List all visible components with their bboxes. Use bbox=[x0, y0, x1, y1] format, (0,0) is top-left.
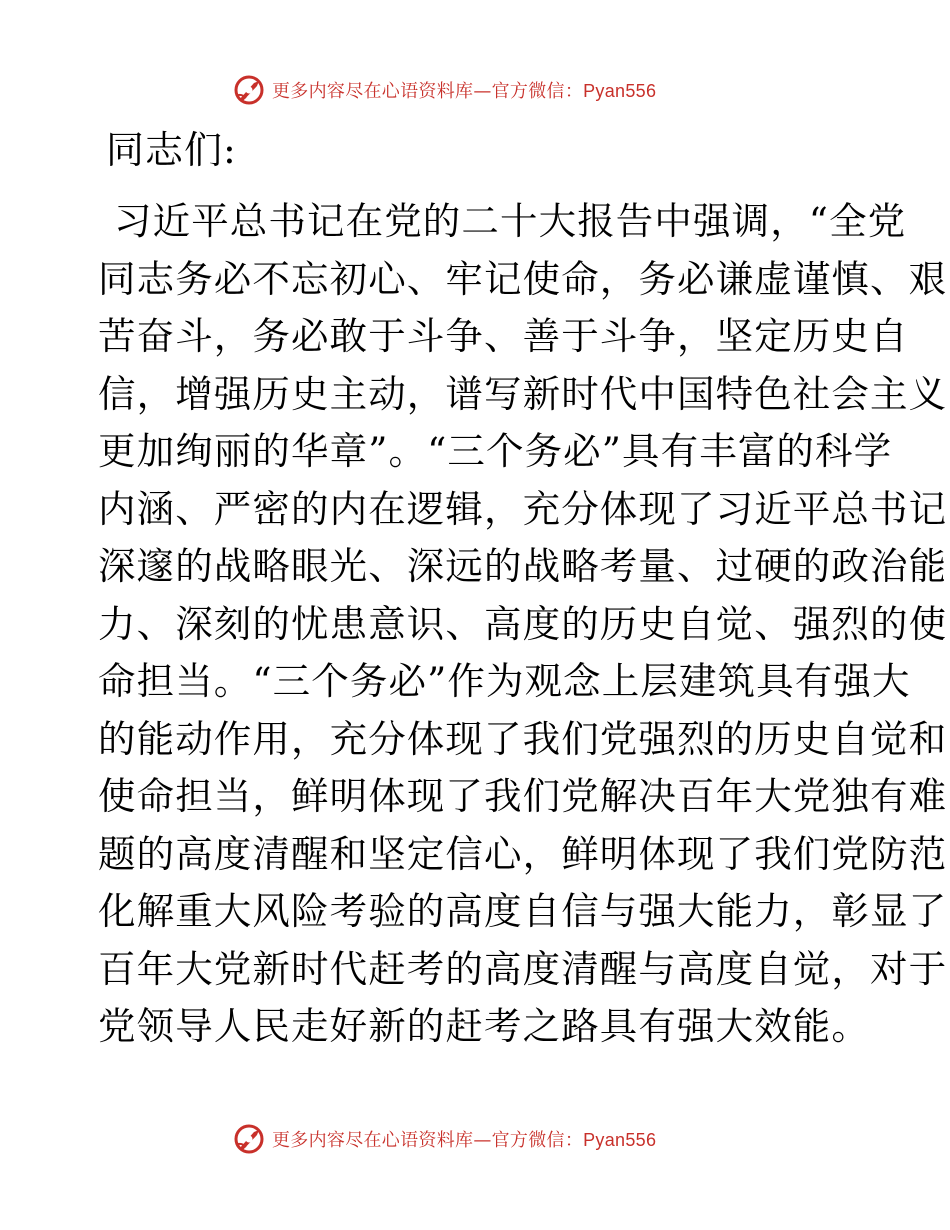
paragraph-line: 深邃的战略眼光、深远的战略考量、过硬的政治能 bbox=[98, 544, 948, 588]
paragraph-line: 苦奋斗，务必敢于斗争、善于斗争，坚定历史自 bbox=[98, 314, 909, 358]
salutation: 同志们: bbox=[106, 128, 237, 172]
banner-site-name: 更多内容尽在心语资料库 bbox=[272, 81, 474, 102]
banner-text bbox=[272, 1126, 656, 1152]
paragraph-line: 化解重大风险考验的高度自信与强大能力，彰显了 bbox=[98, 889, 948, 933]
banner-wechat-label: 官方微信： bbox=[491, 1130, 584, 1151]
banner-wechat-handle: Pyan556 bbox=[583, 81, 657, 101]
banner-site-name: 更多内容尽在心语资料库 bbox=[272, 1130, 474, 1151]
paragraph-line: 使命担当，鲜明体现了我们党解决百年大党独有难 bbox=[98, 774, 948, 818]
paragraph-line: 的能动作用，充分体现了我们党强烈的历史自觉和 bbox=[98, 716, 948, 761]
paragraph-line: 题的高度清醒和坚定信心，鲜明体现了我们党防范 bbox=[98, 831, 948, 876]
banner-wechat-handle: Pyan556 bbox=[583, 1130, 657, 1150]
paragraph-line: 百年大党新时代赶考的高度清醒与高度自觉，对于 bbox=[98, 946, 948, 991]
paragraph-line: 信，增强历史主动，谱写新时代中国特色社会主义 bbox=[98, 371, 948, 416]
paragraph-line: 内涵、严密的内在逻辑，充分体现了习近平总书记 bbox=[98, 486, 948, 531]
body-paragraph bbox=[98, 193, 948, 1056]
banner-wechat-label: 官方微信： bbox=[491, 81, 584, 102]
banner-dash: — bbox=[473, 1130, 492, 1151]
paragraph-line: 习近平总书记在党的二十大报告中强调，“全党 bbox=[114, 199, 907, 243]
paragraph-line: 更加绚丽的华章”。“三个务必”具有丰富的科学 bbox=[98, 429, 893, 473]
paragraph-line: 同志务必不忘初心、牢记使命，务必谦虚谨慎、艰 bbox=[98, 256, 948, 301]
pen-nib-logo-icon bbox=[232, 73, 266, 107]
header-banner bbox=[232, 73, 656, 107]
banner-dash: — bbox=[473, 81, 492, 102]
paragraph-line: 力、深刻的忧患意识、高度的历史自觉、强烈的使 bbox=[98, 601, 948, 646]
pen-nib-logo-icon bbox=[232, 1122, 266, 1156]
paragraph-line: 命担当。“三个务必”作为观念上层建筑具有强大 bbox=[98, 659, 911, 703]
banner-text bbox=[272, 77, 656, 103]
footer-banner bbox=[232, 1122, 656, 1156]
paragraph-line: 党领导人民走好新的赶考之路具有强大效能。 bbox=[98, 1004, 870, 1048]
